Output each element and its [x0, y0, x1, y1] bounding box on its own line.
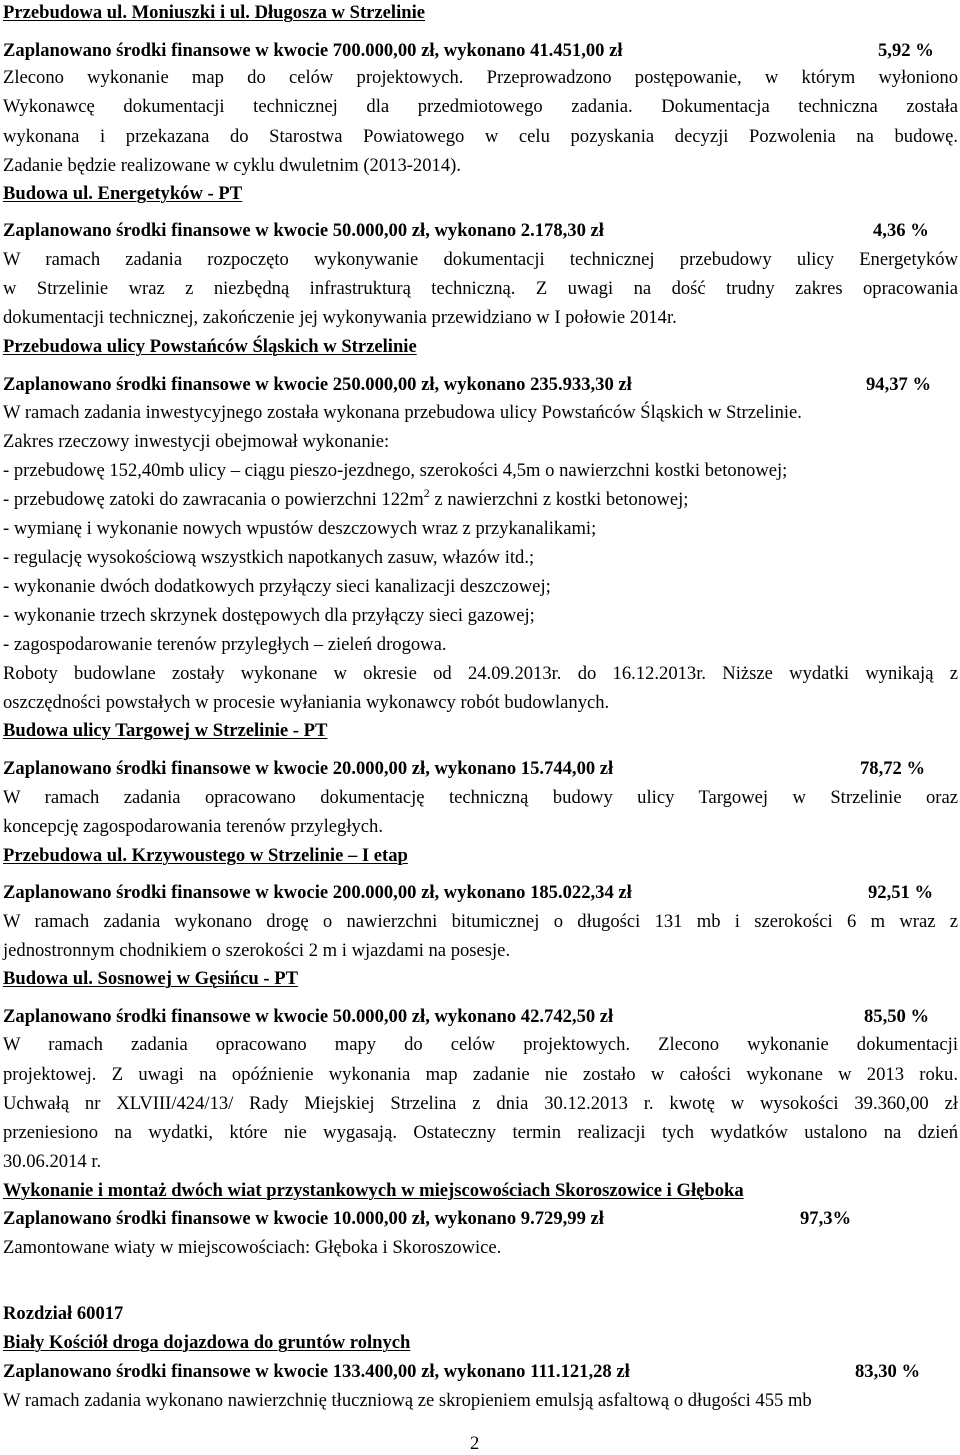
paragraph-line: przeniesiono na wydatki, które nie wygasają. Ostateczny termin realizacji tych wydatków ustalono na dzień [3, 1122, 958, 1143]
funding-line [3, 1361, 958, 1383]
list-item: - wymianę i wykonanie nowych wpustów deszczowych wraz z przykanalikami; [3, 518, 597, 539]
list-item-text: - przebudowę zatoki do zawracania o powierzchni 122m [3, 489, 424, 510]
section-title: Przebudowa ulicy Powstańców Śląskich w Strzelinie [3, 336, 417, 357]
superscript: 2 [423, 485, 430, 500]
list-item: - przebudowę 152,40mb ulicy – ciągu pieszo-jezdnego, szerokości 4,5m o nawierzchni kostki betonowej; [3, 460, 788, 481]
completion-percent: 92,51 % [868, 882, 934, 903]
funding-line [3, 374, 958, 396]
paragraph-line: W ramach zadania inwestycyjnego została wykonana przebudowa ulicy Powstańców Śląskich w Strzelinie. [3, 402, 802, 423]
list-item: - regulację wysokościową wszystkich napotkanych zasuw, włazów itd.; [3, 547, 535, 568]
section-title: Przebudowa ul. Moniuszki i ul. Długosza w Strzelinie [3, 2, 425, 23]
section-title: Budowa ul. Energetyków - PT [3, 183, 243, 204]
list-item: - wykonanie dwóch dodatkowych przyłączy sieci kanalizacji deszczowej; [3, 576, 551, 597]
section-title: Wykonanie i montaż dwóch wiat przystankowych w miejscowościach Skoroszowice i Głęboka [3, 1180, 744, 1201]
chapter-heading: Rozdział 60017 [3, 1303, 124, 1324]
paragraph-line: Zakres rzeczowy inwestycji obejmował wykonanie: [3, 431, 390, 452]
funding-text: Zaplanowano środki finansowe w kwocie 50.000,00 zł, wykonano 42.742,50 zł [3, 1006, 614, 1027]
funding-line [3, 220, 958, 242]
paragraph-line: W ramach zadania opracowano mapy do celów projektowych. Zlecono wykonanie dokumentacji [3, 1034, 958, 1055]
list-item-text-rest: z nawierzchni z kostki betonowej; [429, 489, 689, 510]
paragraph-line: Zamontowane wiaty w miejscowościach: Głęboka i Skoroszowice. [3, 1237, 502, 1258]
list-item: - wykonanie trzech skrzynek dostępowych dla przyłączy sieci gazowej; [3, 605, 535, 626]
list-item: - zagospodarowanie terenów przyległych – zieleń drogowa. [3, 634, 447, 655]
paragraph-line: koncepcję zagospodarowania terenów przyległych. [3, 816, 383, 837]
paragraph-line: 30.06.2014 r. [3, 1151, 102, 1172]
completion-percent: 83,30 % [855, 1361, 921, 1382]
completion-percent: 85,50 % [864, 1006, 930, 1027]
paragraph-line: wykonana i przekazana do Starostwa Powiatowego w celu pozyskania decyzji Pozwolenia na budowę. [3, 126, 958, 147]
funding-text: Zaplanowano środki finansowe w kwocie 50.000,00 zł, wykonano 2.178,30 zł [3, 220, 604, 241]
funding-text: Zaplanowano środki finansowe w kwocie 200.000,00 zł, wykonano 185.022,34 zł [3, 882, 632, 903]
paragraph-line: Zadanie będzie realizowane w cyklu dwuletnim (2013-2014). [3, 155, 461, 176]
section-title: Budowa ulicy Targowej w Strzelinie - PT [3, 720, 328, 741]
completion-percent: 97,3% [800, 1208, 852, 1229]
list-item [3, 485, 689, 511]
paragraph-line: jednostronnym chodnikiem o szerokości 2 m i wjazdami na posesje. [3, 940, 511, 961]
funding-line [3, 1006, 958, 1028]
paragraph-line: Uchwałą nr XLVIII/424/13/ Rady Miejskiej Strzelina z dnia 30.12.2013 r. kwotę w wysokości 39.360,00 zł [3, 1093, 958, 1114]
paragraph-line: w Strzelinie wraz z niezbędną infrastrukturą techniczną. Z uwagi na dość trudny zakres opracowania [3, 278, 958, 299]
paragraph-line: W ramach zadania wykonano nawierzchnię tłuczniową ze skropieniem emulsją asfaltową o długości 455 mb [3, 1390, 812, 1411]
funding-text: Zaplanowano środki finansowe w kwocie 10.000,00 zł, wykonano 9.729,99 zł [3, 1208, 604, 1229]
funding-text: Zaplanowano środki finansowe w kwocie 250.000,00 zł, wykonano 235.933,30 zł [3, 374, 632, 395]
paragraph-line: projektowej. Z uwagi na opóźnienie wykonania map zadanie nie zostało w całości wykonane w 2013 roku. [3, 1064, 958, 1085]
funding-text: Zaplanowano środki finansowe w kwocie 20.000,00 zł, wykonano 15.744,00 zł [3, 758, 614, 779]
section-title: Przebudowa ul. Krzywoustego w Strzelinie – I etap [3, 845, 408, 866]
section-title: Budowa ul. Sosnowej w Gęsińcu - PT [3, 968, 298, 989]
funding-line [3, 882, 958, 904]
completion-percent: 4,36 % [873, 220, 929, 241]
paragraph-line: W ramach zadania wykonano drogę o nawierzchni bitumicznej o długości 131 mb i szerokości 6 m wraz z [3, 911, 958, 932]
completion-percent: 5,92 % [878, 40, 934, 61]
funding-text: Zaplanowano środki finansowe w kwocie 133.400,00 zł, wykonano 111.121,28 zł [3, 1361, 630, 1382]
section-title: Biały Kościół droga dojazdowa do gruntów rolnych [3, 1332, 411, 1353]
paragraph-line: W ramach zadania rozpoczęto wykonywanie dokumentacji technicznej przebudowy ulicy Energetyków [3, 249, 958, 270]
funding-line [3, 1208, 958, 1230]
paragraph-line: Roboty budowlane zostały wykonane w okresie od 24.09.2013r. do 16.12.2013r. Niższe wydatki wynikają z [3, 663, 958, 684]
paragraph-line: Zlecono wykonanie map do celów projektowych. Przeprowadzono postępowanie, w którym wyłoniono [3, 67, 958, 88]
paragraph-line: W ramach zadania opracowano dokumentację techniczną budowy ulicy Targowej w Strzelinie oraz [3, 787, 958, 808]
funding-text: Zaplanowano środki finansowe w kwocie 700.000,00 zł, wykonano 41.451,00 zł [3, 40, 623, 61]
completion-percent: 78,72 % [860, 758, 926, 779]
funding-line [3, 758, 958, 780]
completion-percent: 94,37 % [866, 374, 932, 395]
paragraph-line: Wykonawcę dokumentacji technicznej dla przedmiotowego zadania. Dokumentacja techniczna została [3, 96, 958, 117]
paragraph-line: oszczędności powstałych w procesie wyłaniania wykonawcy robót budowlanych. [3, 692, 610, 713]
funding-line [3, 40, 958, 62]
paragraph-line: dokumentacji technicznej, zakończenie jej wykonywania przewidziano w I połowie 2014r. [3, 307, 677, 328]
page-number: 2 [470, 1433, 480, 1454]
